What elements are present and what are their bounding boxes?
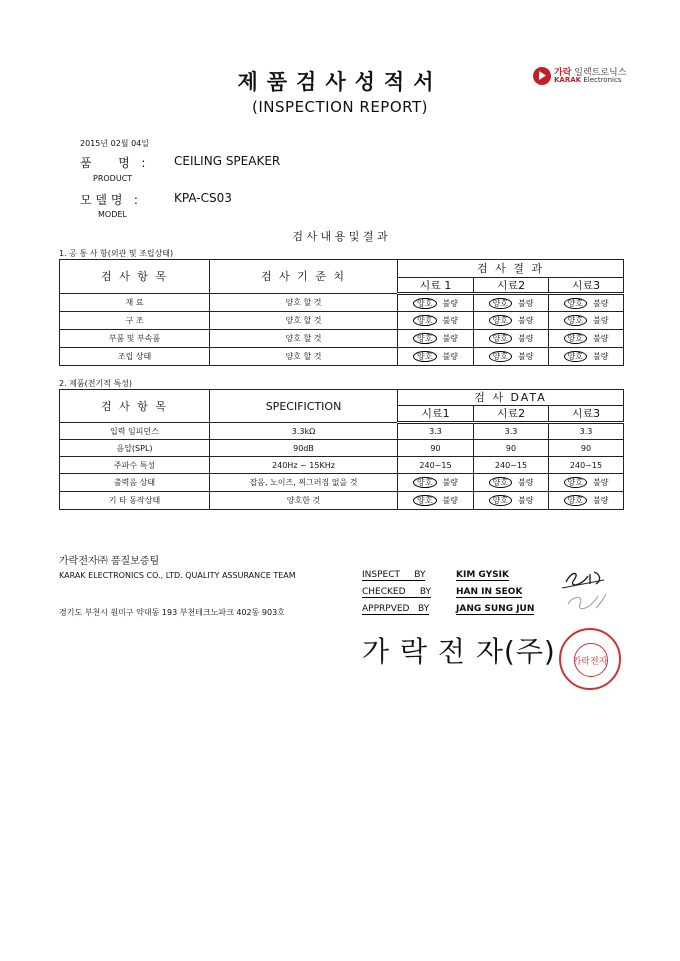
checked-name: HAN IN SEOK <box>456 587 523 597</box>
row-standard: 양호 할 것 <box>210 348 398 366</box>
common-items-table <box>59 259 624 366</box>
inspect-label: INSPECT BY <box>362 570 426 580</box>
row-s1: 240~15 <box>398 457 474 474</box>
bad-label: 불량 <box>442 352 458 361</box>
table-row <box>60 312 624 330</box>
ok-circled: 양호 <box>489 477 512 488</box>
bad-label: 불량 <box>518 352 534 361</box>
bad-label: 불량 <box>593 352 609 361</box>
bad-label: 불량 <box>518 316 534 325</box>
ok-circled: 양호 <box>413 315 436 326</box>
section-title: 검 사 내 용 및 결 과 <box>292 230 388 243</box>
col-item-header: 검 사 항 목 <box>60 260 210 294</box>
checked-label: CHECKED BY <box>362 587 432 597</box>
ok-circled: 양호 <box>489 315 512 326</box>
product-label-en: PRODUCT <box>93 174 133 183</box>
row-item: 구 조 <box>60 312 210 330</box>
table-row <box>60 440 624 457</box>
row-item: 입력 임피던스 <box>60 423 210 440</box>
row-s2: 240~15 <box>474 457 549 474</box>
row-spec: 잡음, 노이즈, 찌그러짐 없을 것 <box>210 474 398 492</box>
seal-text: 가락전자 <box>572 657 608 667</box>
ok-circled: 양호 <box>413 351 436 362</box>
ok-circled: 양호 <box>564 333 587 344</box>
bad-label: 불량 <box>442 496 458 505</box>
logo-text-ko: 가락 <box>554 68 572 78</box>
bad-label: 불량 <box>593 316 609 325</box>
row-item: 조립 상태 <box>60 348 210 366</box>
table-row <box>60 294 624 312</box>
team-name-en: KARAK ELECTRONICS CO., LTD. QUALITY ASSURANCE TEAM <box>59 571 296 580</box>
report-subtitle: (INSPECTION REPORT) <box>252 98 428 116</box>
ok-circled: 양호 <box>564 315 587 326</box>
bad-label: 불량 <box>442 334 458 343</box>
logo-text-en: KARAK <box>554 76 582 84</box>
ok-circled: 양호 <box>413 495 436 506</box>
report-title: 제품검사성적서 <box>237 70 443 94</box>
electrical-table <box>59 389 624 510</box>
sample-2-header: 시료2 <box>474 278 549 294</box>
sample-3-header: 시료3 <box>549 406 624 423</box>
company-seal <box>559 628 621 690</box>
col-item-header: 검 사 항 목 <box>60 390 210 423</box>
model-label-en: MODEL <box>98 210 127 219</box>
company-address: 경기도 부천시 원미구 약대동 193 부천테크노파크 402동 903호 <box>59 608 285 617</box>
row-item: 주파수 특성 <box>60 457 210 474</box>
table-row <box>60 457 624 474</box>
ok-circled: 양호 <box>564 495 587 506</box>
bad-label: 불량 <box>593 334 609 343</box>
sample-2-header: 시료2 <box>474 406 549 423</box>
approved-name: JANG SUNG JUN <box>456 604 535 614</box>
row-item: 부품 및 부속품 <box>60 330 210 348</box>
bad-label: 불량 <box>518 298 534 308</box>
row-s2: 3.3 <box>474 423 549 440</box>
ok-circled: 양호 <box>489 351 512 362</box>
ok-circled: 양호 <box>413 477 436 488</box>
bad-label: 불량 <box>593 496 609 505</box>
table-row <box>60 330 624 348</box>
section2-title: 2. 제품(전기적 특성) <box>59 379 133 388</box>
ok-circled: 양호 <box>564 351 587 362</box>
row-standard: 양호 할 것 <box>210 312 398 330</box>
row-spec: 양호한 것 <box>210 492 398 510</box>
model-label: 모 델 명 : <box>80 193 138 207</box>
row-spec: 90dB <box>210 440 398 457</box>
inspect-name: KIM GYSIK <box>456 570 509 580</box>
col-data-header: 검 사 DATA <box>398 390 624 406</box>
bad-label: 불량 <box>442 298 458 308</box>
ok-circled: 양호 <box>564 477 587 488</box>
row-item: 음압(SPL) <box>60 440 210 457</box>
report-date: 2015년 02월 04일 <box>80 139 149 148</box>
team-name-ko: 가락전자㈜ 품질보증팀 <box>59 556 160 567</box>
sample-1-header: 시료1 <box>398 406 474 423</box>
table-row <box>60 492 624 510</box>
company-logo <box>533 64 643 90</box>
bad-label: 불량 <box>593 478 609 487</box>
row-s3: 3.3 <box>549 423 624 440</box>
row-item: 재 료 <box>60 294 210 312</box>
sample-1-header: 시료 1 <box>398 278 474 294</box>
bad-label: 불량 <box>442 316 458 325</box>
bad-label: 불량 <box>593 298 609 308</box>
sample-3-header: 시료3 <box>549 278 624 294</box>
ok-circled: 양호 <box>413 333 436 344</box>
row-standard: 양호 할 것 <box>210 330 398 348</box>
ok-circled: 양호 <box>413 298 436 309</box>
row-s1: 3.3 <box>398 423 474 440</box>
table-row <box>60 348 624 366</box>
table-row <box>60 423 624 440</box>
product-value: CEILING SPEAKER <box>174 154 281 168</box>
table-row <box>60 474 624 492</box>
logo-icon <box>533 67 551 85</box>
row-s1: 90 <box>398 440 474 457</box>
row-s3: 90 <box>549 440 624 457</box>
bad-label: 불량 <box>518 334 534 343</box>
company-name-large: 가 락 전 자(주) <box>362 635 556 668</box>
signature-scribble <box>560 564 610 616</box>
row-s3: 240~15 <box>549 457 624 474</box>
ok-circled: 양호 <box>489 333 512 344</box>
ok-circled: 양호 <box>564 298 587 309</box>
col-standard-header: 검 사 기 준 치 <box>210 260 398 294</box>
approved-label: APPRPVED BY <box>362 604 430 614</box>
logo-text-en2: Electronics <box>583 76 622 84</box>
bad-label: 불량 <box>518 496 534 505</box>
col-spec-header: SPECIFICTION <box>210 390 398 423</box>
row-item: 기 타 동작상태 <box>60 492 210 510</box>
section1-title: 1. 공 통 사 항(외관 및 조립상태) <box>59 249 174 258</box>
model-value: KPA-CS03 <box>174 191 232 205</box>
ok-circled: 양호 <box>489 298 512 309</box>
row-spec: 240Hz ~ 15KHz <box>210 457 398 474</box>
row-spec: 3.3kΩ <box>210 423 398 440</box>
bad-label: 불량 <box>442 478 458 487</box>
row-standard: 양호 할 것 <box>210 294 398 312</box>
row-s2: 90 <box>474 440 549 457</box>
ok-circled: 양호 <box>489 495 512 506</box>
col-result-header: 검 사 결 과 <box>398 260 624 278</box>
product-label: 품 명 : <box>80 156 146 170</box>
row-item: 출력음 상태 <box>60 474 210 492</box>
bad-label: 불량 <box>518 478 534 487</box>
logo-text-ko2: 일렉트로닉스 <box>574 68 627 78</box>
